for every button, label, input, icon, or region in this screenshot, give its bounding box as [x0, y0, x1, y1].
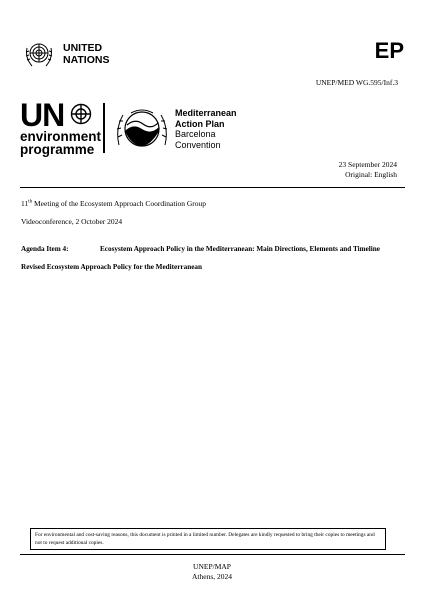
logo-divider — [103, 103, 105, 153]
org-name-line1: UNITED — [63, 42, 103, 54]
agenda-item-label: Agenda Item 4: — [21, 245, 69, 253]
un-emblem-icon — [22, 38, 56, 72]
footer-place-year: Athens, 2024 — [192, 572, 232, 581]
map-line4: Convention — [175, 139, 221, 150]
unep-logo-line2: programme — [20, 142, 95, 157]
document-symbol: UNEP/MED WG.595/Inf.3 — [315, 78, 398, 87]
distribution-code: EP — [374, 38, 404, 63]
footer-org: UNEP/MAP — [193, 562, 231, 571]
date-block — [339, 160, 397, 180]
printing-note: For environmental and cost-saving reasons, this document is printed in a limited number. Delegates are kindly requested to bring their copies to meetings and not to request additional copies. — [30, 528, 386, 550]
map-wordmark — [175, 108, 237, 150]
un-globe-icon — [70, 103, 92, 125]
unep-logo-un: UN — [20, 97, 65, 133]
meeting-venue: Videoconference, 2 October 2024 — [21, 217, 123, 226]
unep-logo-line1: environment — [20, 129, 102, 144]
map-line1: Mediterranean — [175, 108, 237, 118]
top-divider — [20, 187, 405, 188]
map-line3: Barcelona — [175, 129, 216, 139]
document-title: Revised Ecosystem Approach Policy for the Mediterranean — [21, 263, 202, 271]
original-language: Original: English — [345, 170, 397, 179]
agenda-item-title: Ecosystem Approach Policy in the Mediterranean: Main Directions, Elements and Timeline — [100, 245, 380, 253]
mediterranean-action-plan-emblem-icon — [113, 101, 171, 157]
bottom-divider — [20, 554, 405, 555]
org-name-line2: NATIONS — [63, 54, 110, 66]
map-line2: Action Plan — [175, 118, 225, 129]
issue-date: 23 September 2024 — [338, 160, 397, 169]
un-wordmark — [63, 42, 109, 66]
meeting-title: 11th Meeting of the Ecosystem Approach Coordination Group — [21, 199, 207, 208]
